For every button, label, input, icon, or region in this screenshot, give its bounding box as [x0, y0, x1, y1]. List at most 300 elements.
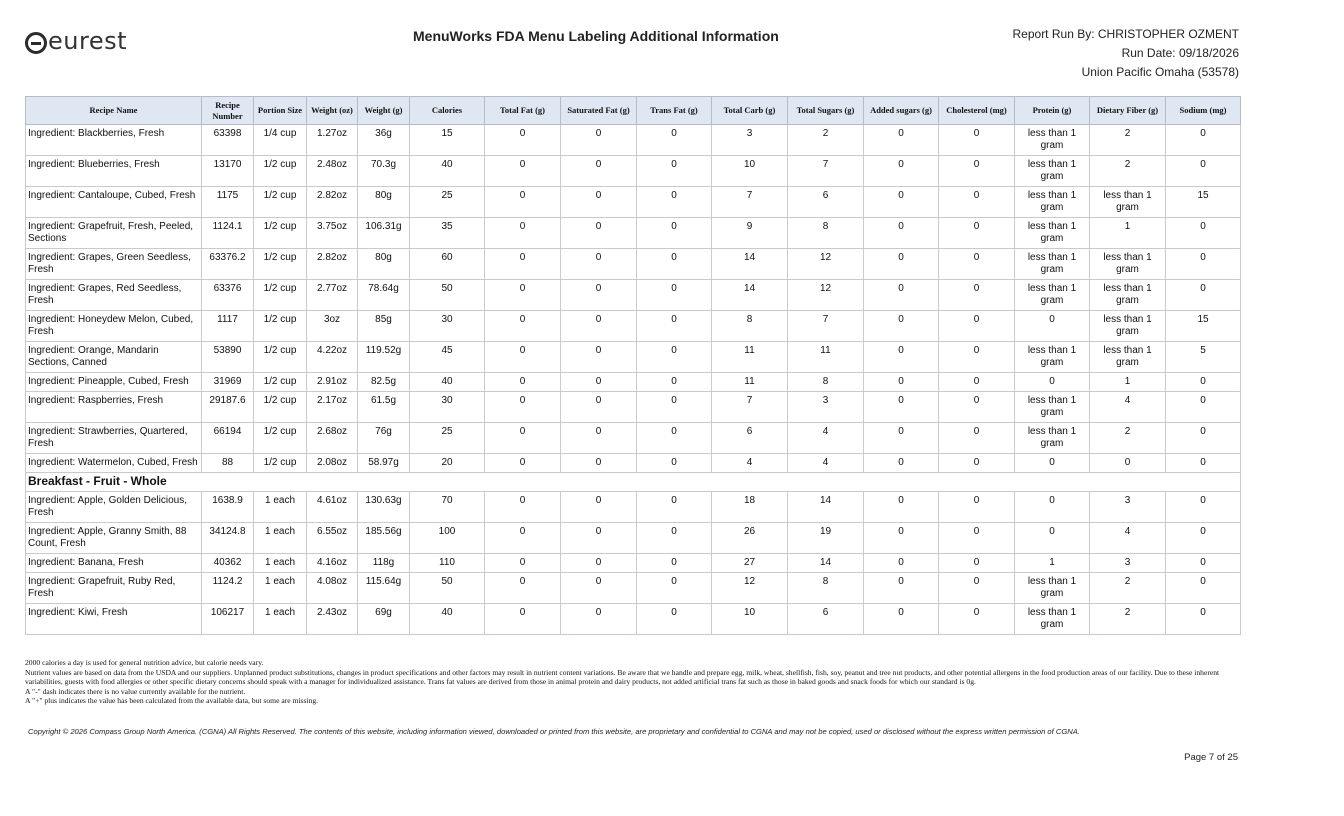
table-cell: 0: [939, 373, 1015, 392]
table-cell: 2.17oz: [307, 392, 358, 423]
recipe-name-cell: Ingredient: Grapes, Red Seedless, Fresh: [26, 280, 202, 311]
table-cell: 30: [410, 311, 485, 342]
table-cell: 0: [1015, 311, 1090, 342]
recipe-name-cell: Ingredient: Blueberries, Fresh: [26, 156, 202, 187]
table-cell: 119.52g: [358, 342, 410, 373]
table-cell: 80g: [358, 187, 410, 218]
table-cell: 34124.8: [202, 523, 254, 554]
report-run-by: Report Run By: CHRISTOPHER OZMENT: [1012, 27, 1239, 41]
table-cell: 0: [561, 423, 637, 454]
table-cell: 0: [864, 187, 939, 218]
nutrition-table: [25, 96, 1241, 635]
footnote: Nutrient values are based on data from the USDA and our suppliers. Unplanned product substitutions, changes in product specifications and other factors may result in nutrient content variations. Be aware that we handle and prepare egg, milk, wheat, shellfish, fish, soy, peanut and tree nut products, and other potential allergens in the food production areas of our facility. Due to these inherent variabilities, guests with food allergies or other specific dietary concerns should speak with a manager for individualized assistance. Trans fat values are derived from those in animal protein and dairy products, not added artificial trans fat such as those in baked goods and snack foods for which our standard is 0g.: [25, 667, 1220, 687]
recipe-name-cell: Ingredient: Grapes, Green Seedless, Fresh: [26, 249, 202, 280]
table-cell: 7: [712, 187, 788, 218]
table-cell: 0: [1166, 156, 1241, 187]
table-cell: 115.64g: [358, 573, 410, 604]
table-cell: 0: [864, 573, 939, 604]
table-cell: 1/2 cup: [254, 342, 307, 373]
table-cell: 63376.2: [202, 249, 254, 280]
table-cell: 0: [864, 311, 939, 342]
table-cell: 1/2 cup: [254, 218, 307, 249]
table-cell: 0: [637, 492, 712, 523]
table-cell: 11: [788, 342, 864, 373]
table-row: [26, 604, 1241, 635]
footnote: 2000 calories a day is used for general nutrition advice, but calorie needs vary.: [25, 658, 264, 667]
table-cell: 0: [561, 311, 637, 342]
recipe-name-cell: Ingredient: Grapefruit, Fresh, Peeled, Sections: [26, 218, 202, 249]
table-cell: 3oz: [307, 311, 358, 342]
table-cell: 0: [1166, 454, 1241, 473]
table-row: [26, 492, 1241, 523]
table-cell: 12: [788, 280, 864, 311]
table-cell: 1/2 cup: [254, 454, 307, 473]
table-cell: 0: [939, 218, 1015, 249]
table-cell: 63376: [202, 280, 254, 311]
table-cell: 0: [637, 392, 712, 423]
table-cell: 50: [410, 573, 485, 604]
table-cell: 20: [410, 454, 485, 473]
table-cell: 0: [561, 249, 637, 280]
page-number: Page 7 of 25: [1184, 752, 1238, 763]
table-cell: 6: [712, 423, 788, 454]
table-cell: 2.68oz: [307, 423, 358, 454]
table-cell: 0: [637, 125, 712, 156]
section-title: Breakfast - Fruit - Whole: [26, 473, 1241, 492]
table-cell: less than 1 gram: [1015, 218, 1090, 249]
table-cell: 0: [485, 573, 561, 604]
table-cell: 0: [485, 342, 561, 373]
table-cell: 3: [1090, 492, 1166, 523]
table-cell: 0: [939, 523, 1015, 554]
table-cell: 63398: [202, 125, 254, 156]
column-header: Weight (oz): [307, 97, 358, 125]
table-cell: 0: [561, 342, 637, 373]
table-cell: 1/2 cup: [254, 311, 307, 342]
table-row: [26, 280, 1241, 311]
table-cell: 27: [712, 554, 788, 573]
table-cell: 0: [485, 523, 561, 554]
table-cell: 2: [1090, 604, 1166, 635]
table-cell: 0: [939, 249, 1015, 280]
table-cell: 1/2 cup: [254, 373, 307, 392]
table-cell: 0: [485, 187, 561, 218]
table-cell: 0: [561, 280, 637, 311]
table-cell: 0: [864, 125, 939, 156]
table-cell: less than 1 gram: [1090, 311, 1166, 342]
table-cell: 0: [1166, 604, 1241, 635]
table-cell: 118g: [358, 554, 410, 573]
table-cell: 85g: [358, 311, 410, 342]
table-cell: 88: [202, 454, 254, 473]
table-cell: 50: [410, 280, 485, 311]
table-cell: 0: [637, 573, 712, 604]
table-cell: 15: [410, 125, 485, 156]
column-header: Portion Size: [254, 97, 307, 125]
table-cell: 5: [1166, 342, 1241, 373]
table-cell: 10: [712, 156, 788, 187]
table-cell: 0: [939, 454, 1015, 473]
table-cell: 0: [1166, 392, 1241, 423]
table-cell: 0: [485, 156, 561, 187]
table-cell: 0: [637, 454, 712, 473]
table-cell: 40: [410, 373, 485, 392]
table-cell: 26: [712, 523, 788, 554]
logo-text: eurest: [48, 27, 127, 55]
table-cell: 0: [637, 187, 712, 218]
table-cell: 0: [939, 492, 1015, 523]
table-cell: 0: [939, 156, 1015, 187]
table-cell: 7: [788, 156, 864, 187]
column-header: Total Carb (g): [712, 97, 788, 125]
table-cell: less than 1 gram: [1090, 342, 1166, 373]
table-cell: 66194: [202, 423, 254, 454]
table-cell: 0: [485, 492, 561, 523]
column-header: Total Fat (g): [485, 97, 561, 125]
table-cell: 1124.2: [202, 573, 254, 604]
table-cell: 0: [561, 604, 637, 635]
table-cell: 0: [939, 604, 1015, 635]
section-row: [26, 473, 1241, 492]
table-cell: 25: [410, 423, 485, 454]
table-row: [26, 249, 1241, 280]
table-cell: 0: [1166, 523, 1241, 554]
recipe-name-cell: Ingredient: Honeydew Melon, Cubed, Fresh: [26, 311, 202, 342]
table-cell: 4: [788, 423, 864, 454]
table-cell: 2.82oz: [307, 249, 358, 280]
table-cell: 0: [561, 454, 637, 473]
table-cell: less than 1 gram: [1015, 187, 1090, 218]
location: Union Pacific Omaha (53578): [1081, 65, 1239, 79]
table-cell: 185.56g: [358, 523, 410, 554]
table-cell: 0: [485, 423, 561, 454]
table-cell: 2: [1090, 573, 1166, 604]
table-cell: 2.48oz: [307, 156, 358, 187]
table-cell: 0: [1166, 249, 1241, 280]
table-cell: 2.43oz: [307, 604, 358, 635]
column-header: Sodium (mg): [1166, 97, 1241, 125]
table-cell: 36g: [358, 125, 410, 156]
table-cell: 0: [939, 342, 1015, 373]
table-cell: 8: [788, 218, 864, 249]
column-header: Recipe Name: [26, 97, 202, 125]
table-cell: 6: [788, 604, 864, 635]
recipe-name-cell: Ingredient: Orange, Mandarin Sections, Canned: [26, 342, 202, 373]
table-row: [26, 156, 1241, 187]
table-cell: 4.61oz: [307, 492, 358, 523]
table-cell: 0: [637, 280, 712, 311]
table-cell: 0: [1166, 423, 1241, 454]
table-cell: 0: [561, 573, 637, 604]
table-row: [26, 554, 1241, 573]
eurest-logo: [25, 27, 127, 55]
table-cell: 0: [939, 125, 1015, 156]
column-header: Weight (g): [358, 97, 410, 125]
table-cell: 1: [1090, 373, 1166, 392]
column-header: Protein (g): [1015, 97, 1090, 125]
table-cell: 0: [561, 554, 637, 573]
table-cell: 2.08oz: [307, 454, 358, 473]
table-row: [26, 187, 1241, 218]
table-row: [26, 523, 1241, 554]
table-cell: 1 each: [254, 523, 307, 554]
table-cell: 0: [939, 423, 1015, 454]
table-cell: 53890: [202, 342, 254, 373]
table-cell: 69g: [358, 604, 410, 635]
table-row: [26, 218, 1241, 249]
table-cell: 1.27oz: [307, 125, 358, 156]
table-cell: 6.55oz: [307, 523, 358, 554]
table-cell: 0: [637, 523, 712, 554]
table-cell: 0: [637, 156, 712, 187]
table-cell: 14: [788, 554, 864, 573]
table-cell: 0: [485, 373, 561, 392]
table-cell: 0: [939, 187, 1015, 218]
table-cell: 40: [410, 604, 485, 635]
recipe-name-cell: Ingredient: Blackberries, Fresh: [26, 125, 202, 156]
recipe-name-cell: Ingredient: Watermelon, Cubed, Fresh: [26, 454, 202, 473]
table-cell: 0: [561, 156, 637, 187]
table-cell: 1: [1015, 554, 1090, 573]
column-header: Calories: [410, 97, 485, 125]
column-header: Recipe Number: [202, 97, 254, 125]
table-cell: 1/2 cup: [254, 187, 307, 218]
table-cell: 0: [561, 523, 637, 554]
table-cell: 1117: [202, 311, 254, 342]
table-cell: 40: [410, 156, 485, 187]
table-cell: 0: [1015, 492, 1090, 523]
table-row: [26, 423, 1241, 454]
table-cell: 60: [410, 249, 485, 280]
table-cell: 0: [637, 373, 712, 392]
table-cell: 61.5g: [358, 392, 410, 423]
table-cell: 0: [637, 311, 712, 342]
copyright-notice: Copyright © 2026 Compass Group North America. (CGNA) All Rights Reserved. The contents of this website, including information viewed, downloaded or printed from this website, are proprietary and confidential to CGNA and may not be copied, used or disclosed without the express written permission of CGNA.: [28, 727, 1080, 736]
table-cell: 7: [712, 392, 788, 423]
table-cell: 0: [864, 342, 939, 373]
table-cell: 0: [864, 604, 939, 635]
table-cell: 1: [1090, 218, 1166, 249]
recipe-name-cell: Ingredient: Apple, Golden Delicious, Fresh: [26, 492, 202, 523]
recipe-name-cell: Ingredient: Strawberries, Quartered, Fresh: [26, 423, 202, 454]
column-header: Added sugars (g): [864, 97, 939, 125]
table-cell: 0: [1015, 523, 1090, 554]
table-cell: 1 each: [254, 604, 307, 635]
table-cell: 0: [485, 280, 561, 311]
table-cell: 1/2 cup: [254, 392, 307, 423]
table-cell: 0: [939, 554, 1015, 573]
table-cell: 70: [410, 492, 485, 523]
table-cell: 0: [864, 392, 939, 423]
recipe-name-cell: Ingredient: Apple, Granny Smith, 88 Count, Fresh: [26, 523, 202, 554]
table-cell: 0: [864, 156, 939, 187]
table-cell: 14: [712, 249, 788, 280]
table-cell: 3: [1090, 554, 1166, 573]
table-cell: 0: [637, 218, 712, 249]
table-cell: less than 1 gram: [1015, 125, 1090, 156]
table-cell: 0: [1015, 454, 1090, 473]
table-row: [26, 373, 1241, 392]
table-cell: 30: [410, 392, 485, 423]
table-cell: 11: [712, 342, 788, 373]
footnotes: [25, 658, 1230, 706]
table-cell: 12: [788, 249, 864, 280]
table-cell: 2: [788, 125, 864, 156]
table-row: [26, 573, 1241, 604]
table-cell: 4.22oz: [307, 342, 358, 373]
table-cell: 1/2 cup: [254, 156, 307, 187]
recipe-name-cell: Ingredient: Pineapple, Cubed, Fresh: [26, 373, 202, 392]
table-cell: 31969: [202, 373, 254, 392]
table-cell: less than 1 gram: [1015, 280, 1090, 311]
run-date: Run Date: 09/18/2026: [1121, 46, 1239, 60]
table-cell: 4.16oz: [307, 554, 358, 573]
table-cell: 0: [1090, 454, 1166, 473]
table-cell: 0: [864, 454, 939, 473]
table-cell: 40362: [202, 554, 254, 573]
table-cell: 7: [788, 311, 864, 342]
recipe-name-cell: Ingredient: Kiwi, Fresh: [26, 604, 202, 635]
table-cell: 0: [561, 373, 637, 392]
footnote: A "+" plus indicates the value has been calculated from the available data, but some are missing.: [25, 696, 319, 706]
table-cell: 12: [712, 573, 788, 604]
table-cell: 3.75oz: [307, 218, 358, 249]
table-row: [26, 342, 1241, 373]
table-cell: less than 1 gram: [1015, 604, 1090, 635]
table-cell: 1/2 cup: [254, 423, 307, 454]
table-cell: 25: [410, 187, 485, 218]
table-cell: 0: [939, 311, 1015, 342]
table-cell: 2.77oz: [307, 280, 358, 311]
table-cell: 1124.1: [202, 218, 254, 249]
recipe-name-cell: Ingredient: Grapefruit, Ruby Red, Fresh: [26, 573, 202, 604]
table-cell: 15: [1166, 311, 1241, 342]
table-cell: 0: [1015, 373, 1090, 392]
table-cell: 4: [1090, 392, 1166, 423]
table-cell: 100: [410, 523, 485, 554]
table-cell: 1 each: [254, 554, 307, 573]
table-cell: 1/2 cup: [254, 280, 307, 311]
table-cell: 0: [1166, 280, 1241, 311]
table-cell: 0: [485, 392, 561, 423]
table-cell: less than 1 gram: [1015, 249, 1090, 280]
table-cell: 106.31g: [358, 218, 410, 249]
table-cell: 1638.9: [202, 492, 254, 523]
table-cell: 0: [1166, 554, 1241, 573]
table-cell: 9: [712, 218, 788, 249]
table-cell: 2.82oz: [307, 187, 358, 218]
table-cell: 1/2 cup: [254, 249, 307, 280]
table-cell: 0: [1166, 218, 1241, 249]
table-cell: 0: [637, 342, 712, 373]
table-cell: 70.3g: [358, 156, 410, 187]
logo-mark-icon: [25, 32, 47, 54]
table-cell: 0: [561, 392, 637, 423]
table-cell: less than 1 gram: [1015, 156, 1090, 187]
table-cell: 3: [712, 125, 788, 156]
table-cell: less than 1 gram: [1015, 342, 1090, 373]
table-cell: less than 1 gram: [1015, 423, 1090, 454]
table-cell: 4: [1090, 523, 1166, 554]
table-row: [26, 125, 1241, 156]
table-cell: 0: [864, 523, 939, 554]
table-cell: 14: [788, 492, 864, 523]
column-header: Trans Fat (g): [637, 97, 712, 125]
table-cell: 58.97g: [358, 454, 410, 473]
table-cell: 106217: [202, 604, 254, 635]
table-cell: 29187.6: [202, 392, 254, 423]
table-cell: 14: [712, 280, 788, 311]
table-cell: 8: [712, 311, 788, 342]
table-cell: 0: [864, 423, 939, 454]
table-cell: 3: [788, 392, 864, 423]
table-cell: 0: [1166, 573, 1241, 604]
table-cell: 0: [864, 373, 939, 392]
table-cell: 2: [1090, 125, 1166, 156]
table-cell: 0: [485, 249, 561, 280]
table-cell: 4.08oz: [307, 573, 358, 604]
table-cell: 0: [864, 249, 939, 280]
table-row: [26, 392, 1241, 423]
table-cell: 0: [637, 423, 712, 454]
table-cell: less than 1 gram: [1015, 392, 1090, 423]
table-cell: 0: [939, 573, 1015, 604]
table-cell: 0: [485, 554, 561, 573]
table-cell: 0: [939, 392, 1015, 423]
table-cell: 0: [637, 604, 712, 635]
table-cell: 13170: [202, 156, 254, 187]
table-cell: 6: [788, 187, 864, 218]
table-cell: 19: [788, 523, 864, 554]
table-cell: 80g: [358, 249, 410, 280]
table-cell: 1 each: [254, 573, 307, 604]
table-cell: 0: [637, 554, 712, 573]
table-cell: 11: [712, 373, 788, 392]
table-cell: less than 1 gram: [1090, 187, 1166, 218]
table-row: [26, 311, 1241, 342]
table-cell: 76g: [358, 423, 410, 454]
table-cell: 0: [561, 187, 637, 218]
table-cell: 78.64g: [358, 280, 410, 311]
report-title: MenuWorks FDA Menu Labeling Additional Information: [413, 28, 779, 44]
table-cell: less than 1 gram: [1090, 280, 1166, 311]
table-cell: 8: [788, 573, 864, 604]
table-cell: 2: [1090, 156, 1166, 187]
table-cell: less than 1 gram: [1015, 573, 1090, 604]
table-cell: 0: [485, 311, 561, 342]
table-cell: 0: [561, 492, 637, 523]
table-cell: 15: [1166, 187, 1241, 218]
table-cell: 0: [1166, 373, 1241, 392]
table-cell: 2.91oz: [307, 373, 358, 392]
table-cell: 0: [1166, 125, 1241, 156]
table-cell: 0: [864, 554, 939, 573]
table-row: [26, 454, 1241, 473]
column-header: Dietary Fiber (g): [1090, 97, 1166, 125]
column-header: Cholesterol (mg): [939, 97, 1015, 125]
footnote: A "-" dash indicates there is no value currently available for the nutrient.: [25, 686, 246, 696]
table-cell: 1/4 cup: [254, 125, 307, 156]
table-cell: 0: [864, 492, 939, 523]
table-cell: 2: [1090, 423, 1166, 454]
recipe-name-cell: Ingredient: Raspberries, Fresh: [26, 392, 202, 423]
recipe-name-cell: Ingredient: Cantaloupe, Cubed, Fresh: [26, 187, 202, 218]
recipe-name-cell: Ingredient: Banana, Fresh: [26, 554, 202, 573]
table-cell: 130.63g: [358, 492, 410, 523]
table-cell: 4: [712, 454, 788, 473]
column-header: Saturated Fat (g): [561, 97, 637, 125]
column-header: Total Sugars (g): [788, 97, 864, 125]
